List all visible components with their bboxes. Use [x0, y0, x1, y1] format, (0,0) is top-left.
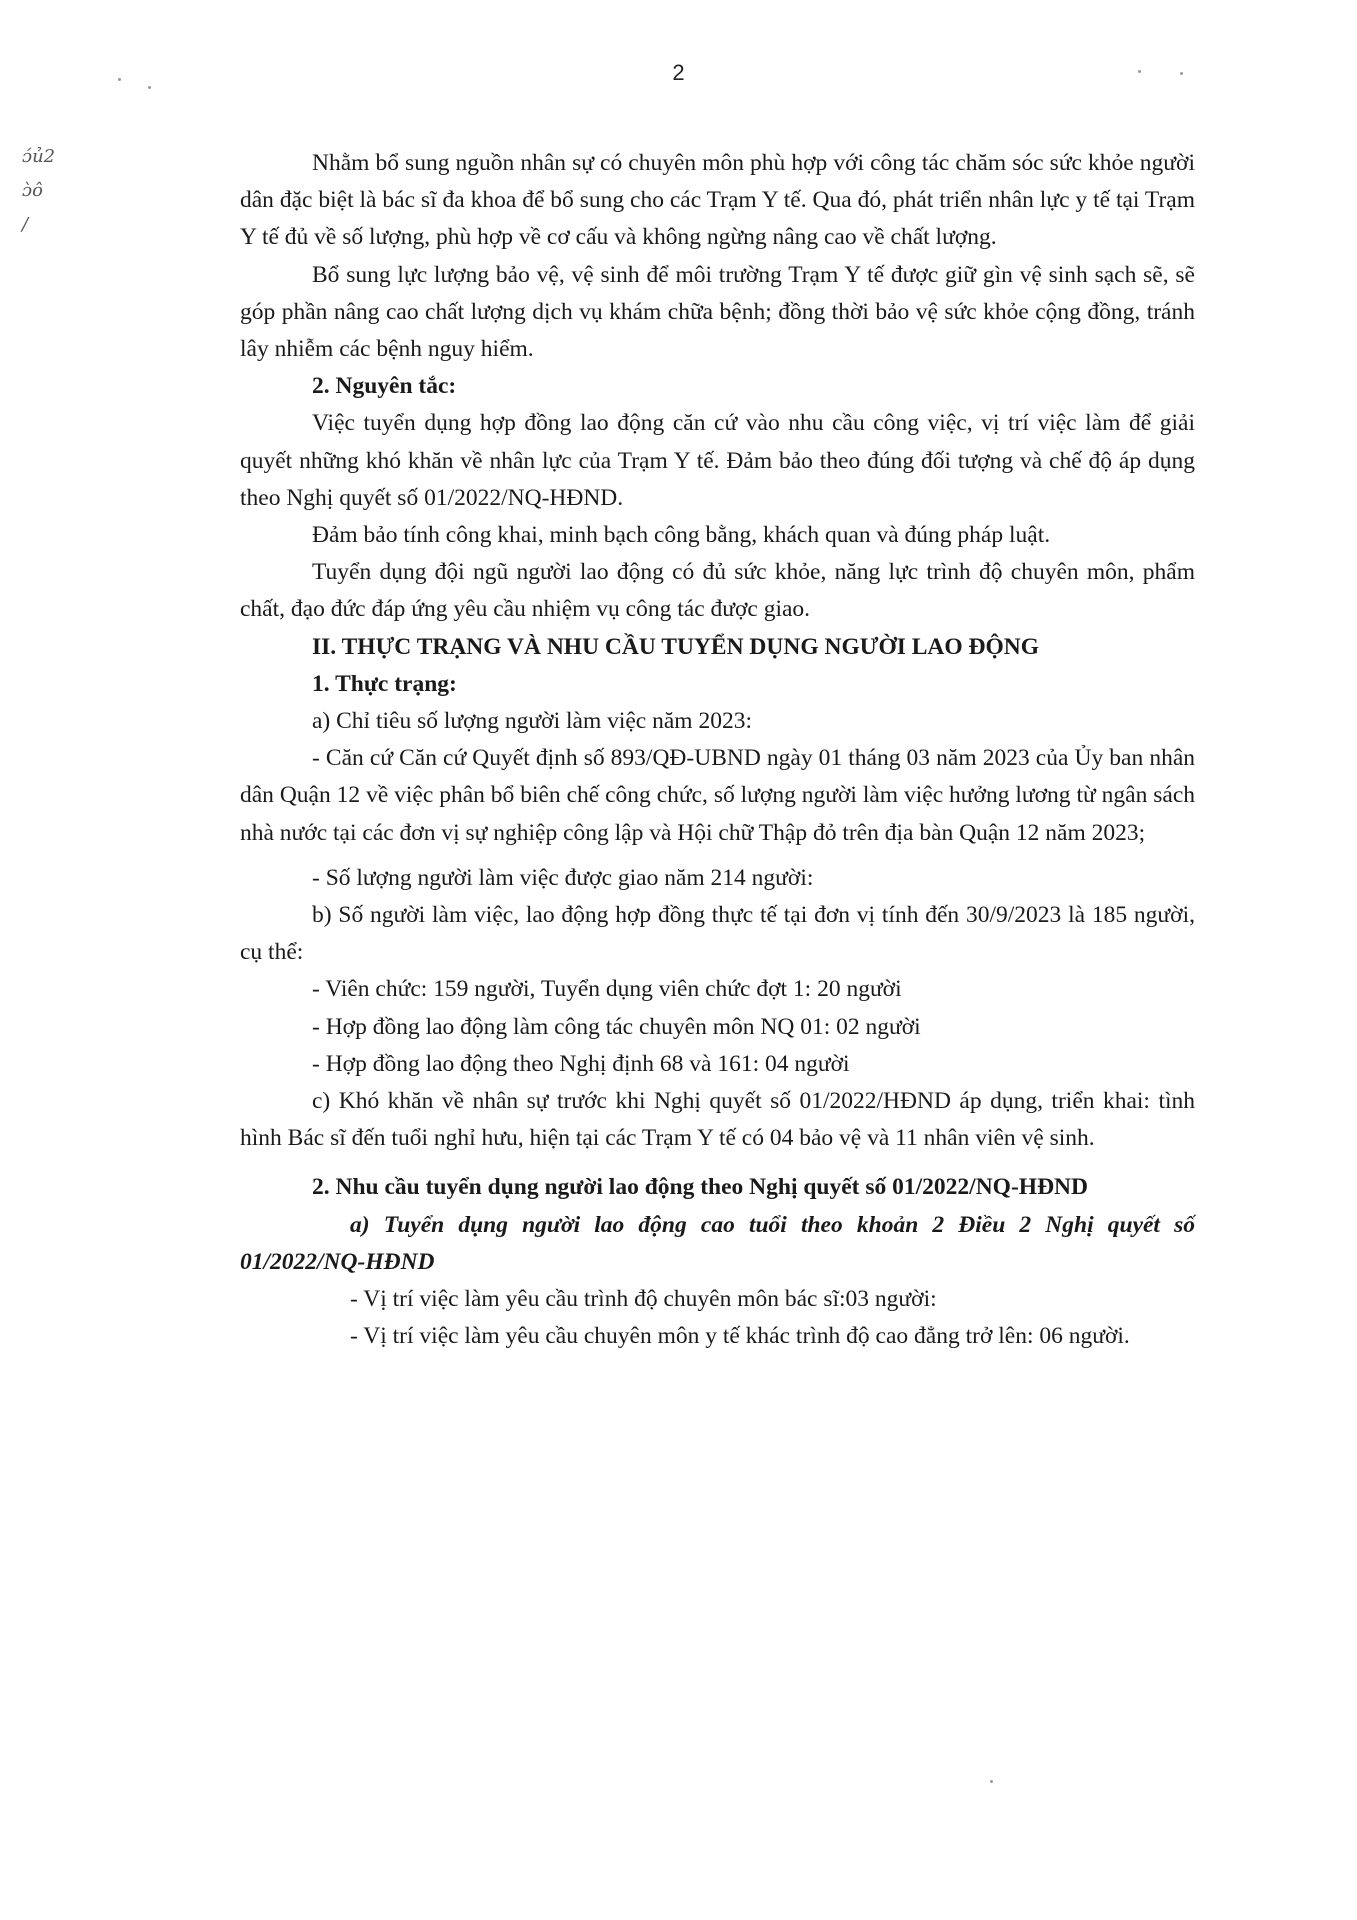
paragraph: Bổ sung lực lượng bảo vệ, vệ sinh để môi trường Trạm Y tế được giữ gìn vệ sinh sạch sẽ, sẽ góp phần nâng cao chất lượng dịch vụ khám chữa bệnh; đồng thời bảo vệ sức khỏe cộng đồng, tránh lây nhiễm các bệnh nguy hiểm.	[240, 261, 1195, 363]
page-number: 2	[672, 60, 685, 85]
paragraph: Việc tuyển dụng hợp đồng lao động căn cứ vào nhu cầu công việc, vị trí việc làm để giải quyết những khó khăn về nhân lực của Trạm Y tế. Đảm bảo theo đúng đối tượng và chế độ áp dụng theo Nghị quyết số 01/2022/NQ-HĐND.	[240, 410, 1195, 511]
paragraph: a) Chỉ tiêu số lượng người làm việc năm 2023:	[312, 708, 752, 735]
paragraph: - Số lượng người làm việc được giao năm 214 người:	[312, 864, 814, 891]
paragraph: - Căn cứ Căn cứ Quyết định số 893/QĐ-UBND ngày 01 tháng 03 năm 2023 của Ủy ban nhân dân Quận 12 về việc phân bổ biên chế công chức, số lượng người làm việc hưởng lương từ ngân sách nhà nước tại các đơn vị sự nghiệp công lập và Hội chữ Thập đỏ trên địa bàn Quận 12 năm 2023;	[240, 745, 1195, 846]
paragraph: c) Khó khăn về nhân sự trước khi Nghị quyết số 01/2022/HĐND áp dụng, triển khai: tình hình Bác sĩ đến tuổi nghỉ hưu, hiện tại các Trạm Y tế có 04 bảo vệ và 11 nhân viên vệ sinh.	[240, 1088, 1195, 1152]
margin-mark: ɔ́ủ2	[22, 146, 56, 167]
list-item: - Viên chức: 159 người, Tuyển dụng viên chức đợt 1: 20 người	[312, 976, 902, 1003]
scan-speck	[118, 78, 121, 81]
list-item: - Hợp đồng lao động làm công tác chuyên môn NQ 01: 02 người	[312, 1013, 921, 1040]
subsection-heading: a) Tuyển dụng người lao động cao tuổi theo khoản 2 Điều 2 Nghị quyết số 01/2022/NQ-HĐND	[240, 1211, 1195, 1275]
margin-annotations	[22, 140, 55, 242]
scan-speck	[148, 86, 151, 89]
list-item: - Hợp đồng lao động theo Nghị định 68 và 161: 04 người	[312, 1050, 850, 1077]
section-heading: 2. Nhu cầu tuyển dụng người lao động theo Nghị quyết số 01/2022/NQ-HĐND	[312, 1174, 1088, 1201]
margin-mark: ɔ̀ô	[22, 180, 43, 201]
paragraph: Nhằm bổ sung nguồn nhân sự có chuyên môn phù hợp với công tác chăm sóc sức khỏe người dân đặc biệt là bác sĩ đa khoa để bổ sung cho các Trạm Y tế. Qua đó, phát triển nhân lực y tế tại Trạm Y tế đủ về số lượng, phù hợp về cơ cấu và không ngừng nâng cao về chất lượng.	[240, 150, 1195, 251]
margin-mark: /	[22, 214, 29, 235]
scan-speck	[1180, 72, 1183, 75]
scan-speck	[1138, 70, 1141, 73]
section-heading: 2. Nguyên tắc:	[312, 373, 457, 400]
paragraph: Tuyển dụng đội ngũ người lao động có đủ sức khỏe, năng lực trình độ chuyên môn, phẩm chất, đạo đức đáp ứng yêu cầu nhiệm vụ công tác được giao.	[240, 559, 1195, 623]
list-item: - Vị trí việc làm yêu cầu chuyên môn y tế khác trình độ cao đẳng trở lên: 06 người.	[350, 1323, 1130, 1350]
document-body	[240, 145, 1195, 1356]
paragraph: b) Số người làm việc, lao động hợp đồng thực tế tại đơn vị tính đến 30/9/2023 là 185 người, cụ thể:	[240, 902, 1195, 966]
chapter-heading: II. THỰC TRẠNG VÀ NHU CẦU TUYỂN DỤNG NGƯỜI LAO ĐỘNG	[312, 633, 1040, 660]
section-heading: 1. Thực trạng:	[312, 670, 457, 697]
list-item: - Vị trí việc làm yêu cầu trình độ chuyên môn bác sĩ:03 người:	[350, 1286, 937, 1313]
scan-speck	[990, 1780, 993, 1783]
paragraph: Đảm bảo tính công khai, minh bạch công bằng, khách quan và đúng pháp luật.	[312, 522, 1051, 549]
